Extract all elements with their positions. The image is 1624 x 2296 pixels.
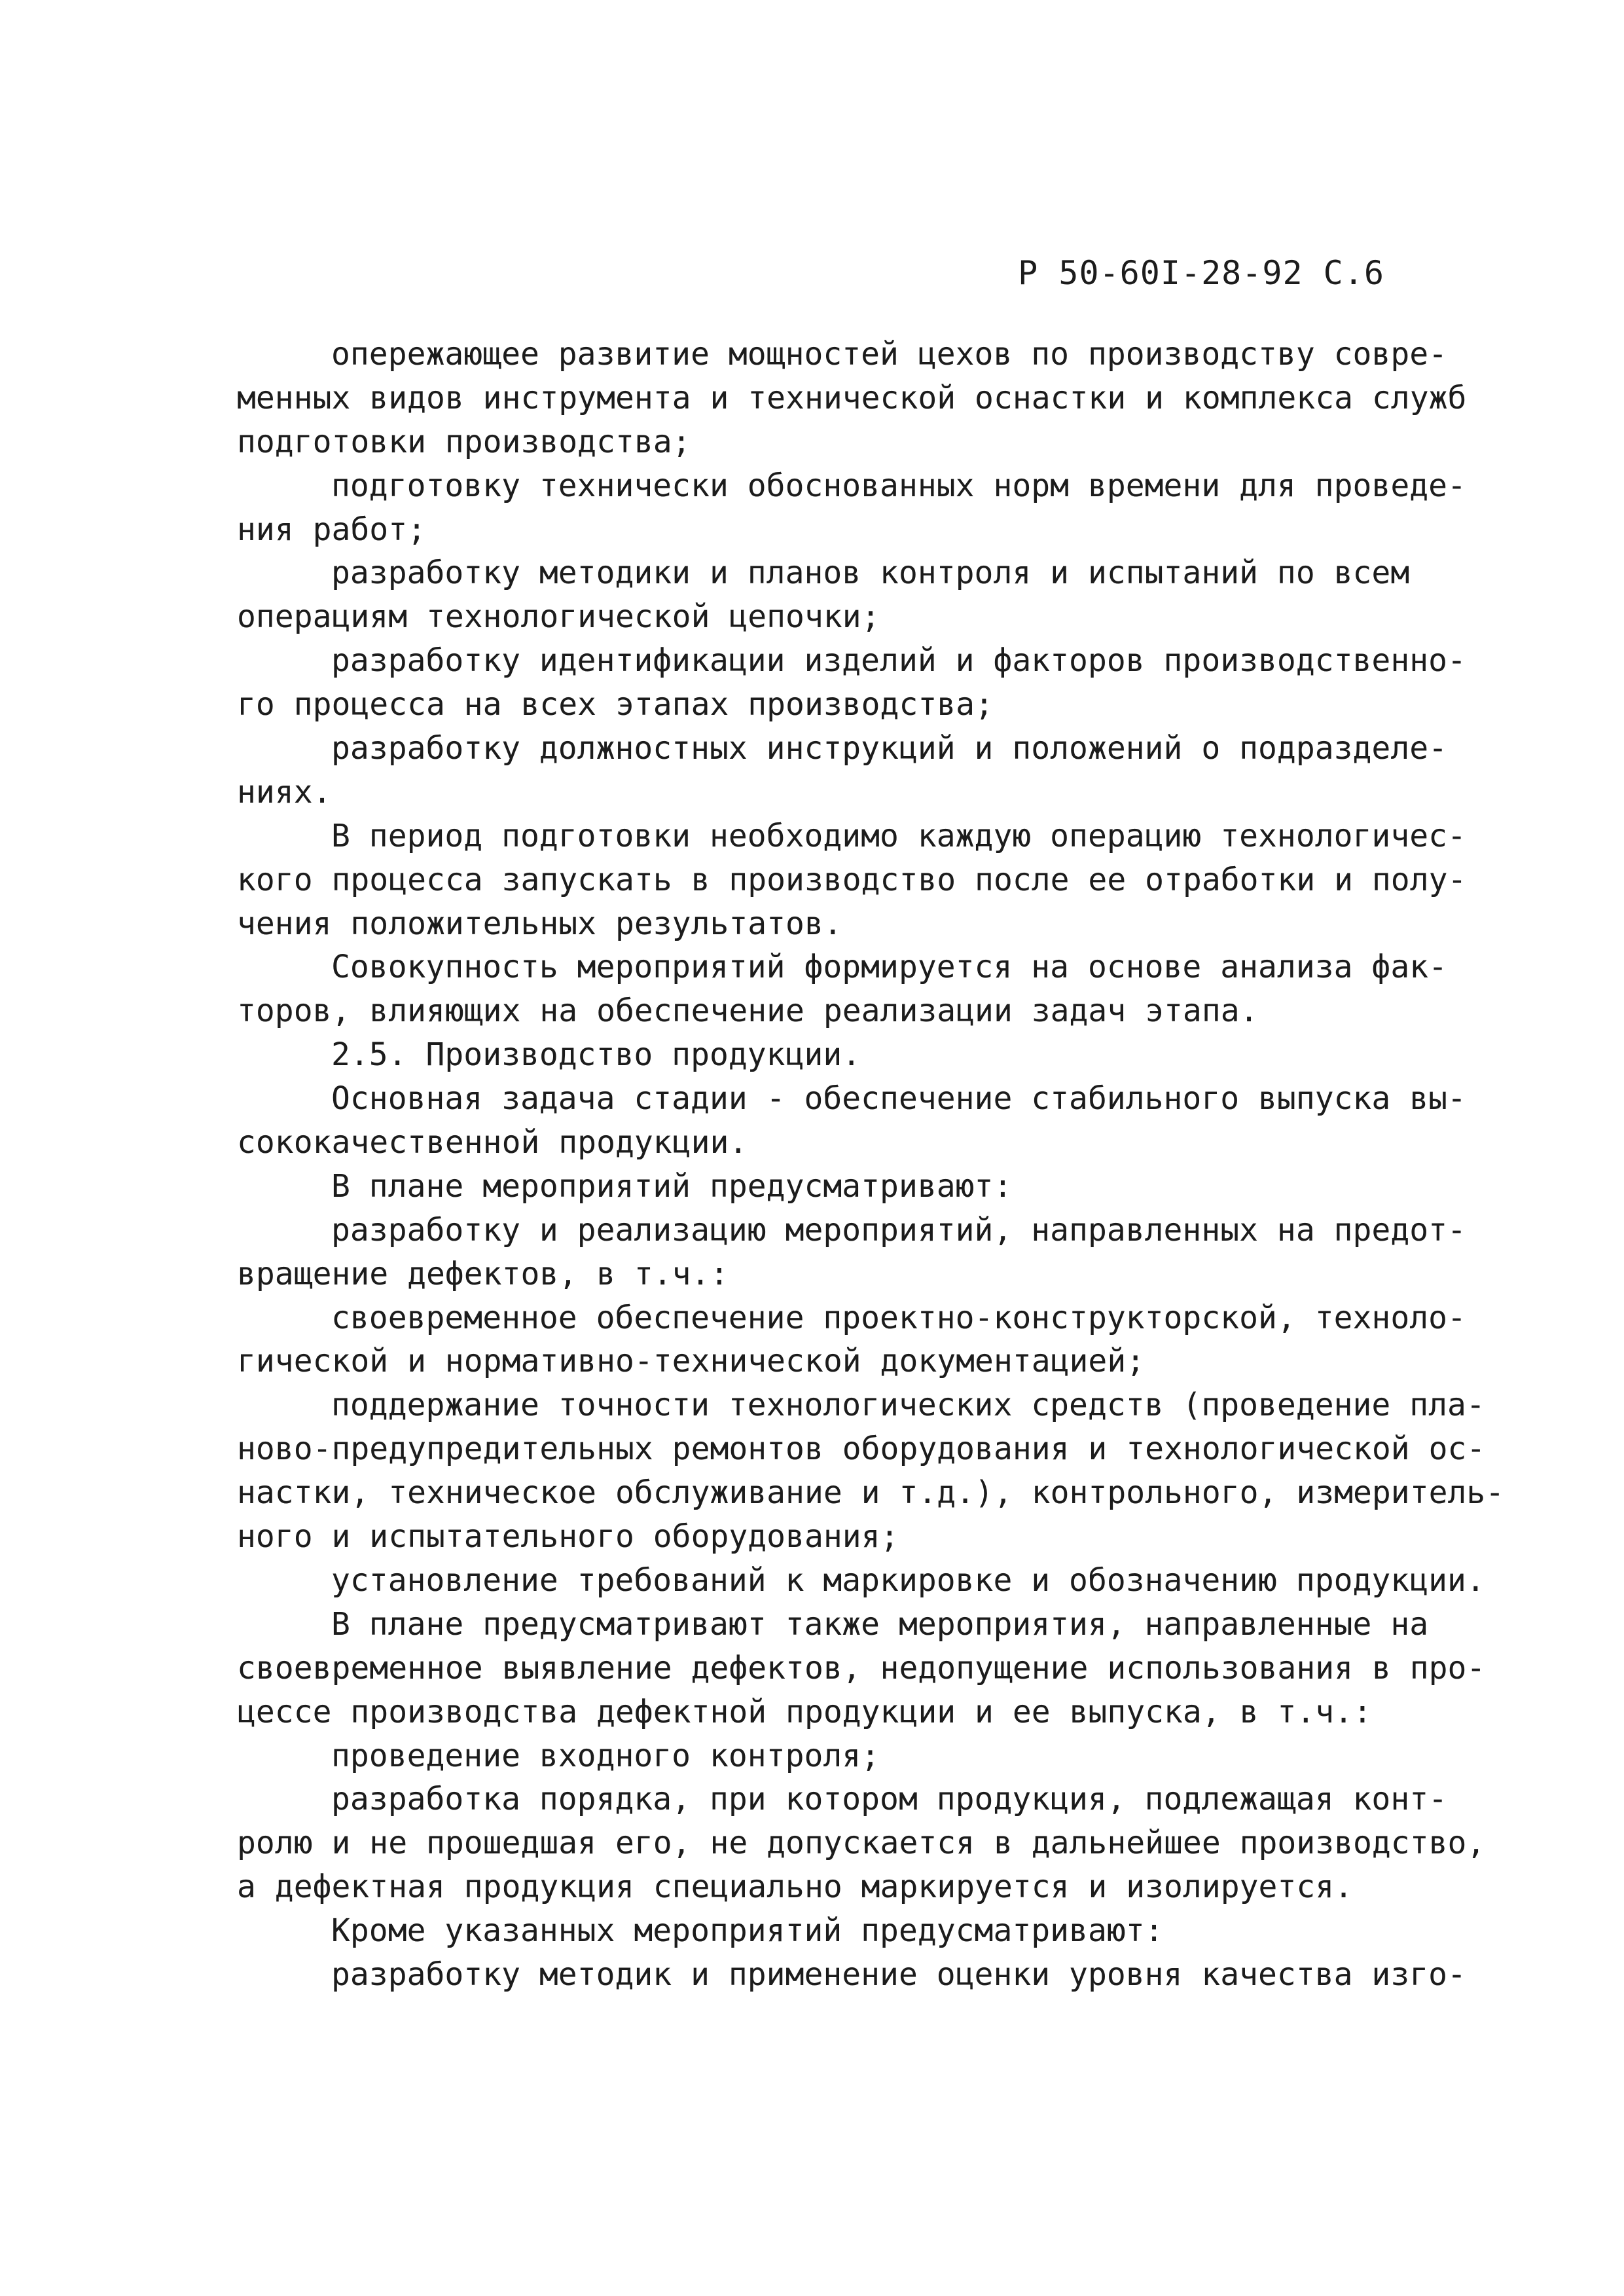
text-line: операциям технологической цепочки; [237,598,880,636]
text-line: опережающее развитие мощностей цехов по производству совре- [331,336,1448,373]
text-line: В плане предусматривают также мероприятия, направленные на [331,1605,1429,1643]
text-line: подготовки производства; [237,423,691,460]
text-line: поддержание точности технологических средств (проведение пла- [331,1387,1485,1424]
text-line: ролю и не прошедшая его, не допускается в дальнейшее производство, [237,1825,1486,1862]
text-line: проведение входного контроля; [331,1737,880,1774]
text-line: гической и нормативно-технической документацией; [237,1343,1146,1380]
text-line: Основная задача стадии - обеспечение стабильного выпуска вы- [331,1080,1466,1118]
text-line: го процесса на всех этапах производства; [237,686,994,723]
text-line: цессе производства дефектной продукции и ее выпуска, в т.ч.: [237,1693,1372,1730]
text-line: установление требований к маркировке и обозначению продукции. [331,1561,1485,1599]
text-line: В период подготовки необходимо каждую операцию технологичес- [331,817,1466,854]
text-line: своевременное выявление дефектов, недопущение использования в про- [237,1649,1486,1686]
text-line: разработку должностных инструкций и положений о подразделе- [331,730,1448,767]
text-line: своевременное обеспечение проектно-конструкторской, техноло- [331,1299,1466,1336]
text-line: сококачественной продукции. [237,1124,748,1161]
text-line: менных видов инструмента и технической оснастки и комплекса служб [237,379,1467,416]
section-heading: 2.5. Производство продукции. [331,1036,861,1074]
text-line: ново-предупредительных ремонтов оборудования и технологической ос- [237,1430,1486,1468]
document-body [237,333,1505,1997]
text-line: настки, техническое обслуживание и т.д.), контрольного, измеритель- [237,1474,1505,1512]
text-line: кого процесса запускать в производство после ее отработки и полу- [237,861,1467,898]
text-line: а дефектная продукция специально маркируется и изолируется. [237,1868,1354,1906]
text-line: вращение дефектов, в т.ч.: [237,1255,729,1292]
text-line: ния работ; [237,511,426,548]
text-line: разработка порядка, при котором продукция, подлежащая конт- [331,1781,1448,1818]
text-line: разработку методик и применение оценки уровня качества изго- [331,1956,1466,1993]
text-line: Совокупность мероприятий формируется на основе анализа фак- [331,949,1448,986]
text-line: Кроме указанных мероприятий предусматривают: [331,1912,1164,1950]
text-line: разработку идентификации изделий и факторов производственно- [331,642,1466,680]
text-line: чения положительных результатов. [237,905,842,942]
document-designation: Р 50-60I-28-92 С.6 [1018,254,1384,292]
text-line: В плане мероприятий предусматривают: [331,1167,1013,1205]
text-line: торов, влияющих на обеспечение реализации задач этапа. [237,993,1259,1030]
text-line: разработку методики и планов контроля и испытаний по всем [331,555,1410,592]
text-line: разработку и реализацию мероприятий, направленных на предот- [331,1211,1466,1248]
text-line: подготовку технически обоснованных норм времени для проведе- [331,467,1466,504]
text-line: ниях. [237,773,332,811]
text-line: ного и испытательного оборудования; [237,1518,899,1556]
